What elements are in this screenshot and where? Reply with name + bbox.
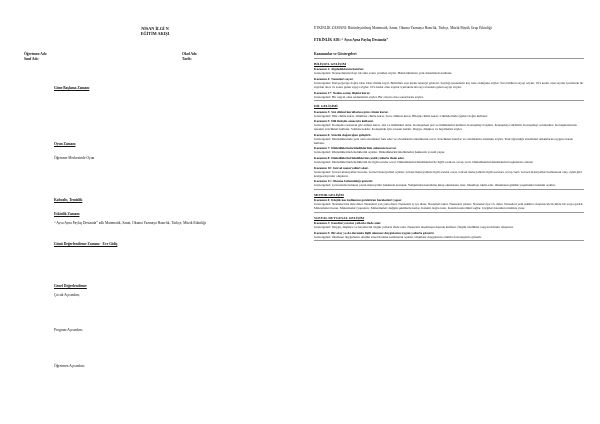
outcome-title: Kazanım 5: Dili iletişim amacıyla kullanır. [314,119,374,124]
outcome-title: Kazanım 7: Dinlediklerinin/izlediklerinin anlamını kavrar. [314,146,397,151]
outcome-item [314,91,584,99]
domain-block [314,193,584,213]
outcome-item [314,198,584,210]
doc-title-line1: NİSAN İLGİ N [141,26,169,31]
divider [314,189,584,190]
outcome-indicators: Göstergeleri: Düz cümle kurar. Olumsuz cümle kurar. Soru cümlesi kurar. Bileşik cümle kurar. Cümlelerinde öğeleri doğru kullanır. [314,113,488,118]
right-column [314,26,584,418]
outcomes-header-label: Kazanımlar ve Göstergeleri [314,52,357,57]
teacher-name-label: Öğretmen Adı: [24,52,47,56]
domain-title: DİL GELİŞİMİ [314,103,338,108]
doc-title-line2: EĞİTİM AKIŞI [140,31,170,36]
outcome-indicators: Göstergeleri: Dinlediklerini/izlediklerini ile ilgili sorular sorar. Dinlediklerini/izlediklerini ile ilgili sorulara cevap verir. Dinlediklerini/izlediklerini başkalarına anlatır. [314,159,534,164]
divider [314,240,584,241]
outcome-title: Kazanım 4: Nesneleri sayar. [314,76,354,81]
outcome-indicators: Göstergeleri: Bir olayın olası nedenlerini söyler. Bir olayın olası sonuçlarını söyler. [314,94,424,99]
domain-block [314,104,584,190]
date-label: Tarih: [182,57,192,61]
outcome-indicators: Göstergeleri: Konuşma sırasında göz teması kurar. Jest ve mimikleri anlar. Konuşurken jest ve mimiklerini kullanır. Konuşmayı başlatır. Konuşmayı sürdürür. Konuşmayı sonlandırır. Konuşmalarında nezaket sözcükleri kullanır. Sohbete katılır. Konuşmak için sırasını bekler. Duygu, düşünce ve hayallerini söyler. [314,123,577,132]
domain-title: MOTOR GELİŞİM [314,192,344,197]
activity-name: ETKİNLİK ADI: “ Aysu Ayna Paylaş Destanda” [314,38,389,43]
outcome-item [314,179,584,187]
outcome-indicators: Göstergeleri: Nesne/durum/olayı bir süre sonra yeniden söyler. Hatırladıklarını yeni durumlarda kullanır. [314,71,453,76]
section-daily-eval: Günü Değerlendirme Zamanı - Eve Gidiş [54,242,118,246]
outcome-indicators: Göstergeleri: Dinlediklerini/izlediklerini açıklar. Dinlediklerini/izlediklerini hakkında yorum yapar. [314,150,446,155]
section-activity-desc: “ Aysu Ayna Paylaş Destanda” adlı Matematik, Sanat, Okuma Yazmaya Hazırlık, Türkçe, Müzik Etkinliği [54,221,206,225]
outcome-indicators: Göstergeleri: Duygu, düşünce ve hayallerini özgün yollarla ifade eder. Nesneleri alışılmışın dışında kullanır. Özgün özellikler taşıyan ürünler oluşturur. [314,225,514,230]
outcome-title: Kazanım 3: Kendini yaratıcı yollarla ifade eder. [314,221,382,226]
eval-teacher: Öğretmen Açısından; [54,364,85,368]
outcome-title: Kazanım 4: Küçük kas kullanımı gerektiren hareketleri yapar. [314,198,402,203]
domain-list [314,62,584,241]
section-activity: Etkinlik Zamanı [54,212,80,216]
left-column [24,26,286,418]
divider [314,212,584,213]
outcome-title: Kazanım 5: Bir olay ya da durumla ilgili olumsuz duygularını uygun yollarla gösterir. [314,230,435,235]
section-breakfast: Kahvaltı, Temizlik [54,198,83,202]
outcome-item [314,110,584,118]
eval-program: Program Açısından; [54,328,83,332]
outcome-item [314,67,584,75]
outcome-indicators: Göstergeleri: Görsel materyalleri inceler. Görsel materyalleri açıklar. Görsel materyallerle ilgili sorular sorar. Görsel materyallerle ilgili sorulara cevap verir. Görsel materyalleri kullanarak olay, öykü gibi kompozisyonlar oluşturur. [314,169,582,178]
outcome-item [314,133,584,145]
outcome-item [314,146,584,154]
class-name-label: Sınıf Adı: [24,57,39,61]
domain-block [314,216,584,242]
outcome-indicators: Göstergeleri: İleriye/geriye doğru birer birer ritmik sayar. Belirtilen sayı kadar nesneyi gösterir. Saydığı nesnelerin kaç tane olduğunu söyler. Sıra bildiren sayıyı söyler. 10'a kadar olan sayılar içerisinde bir sayıdan önce ve sonra gelen sayıyı söyler. 10'a kadar olan sayılar içerisinde iki sayı arasında gelen sayıyı söyler. [314,80,584,89]
domain-title: BİLİŞSEL GELİŞİM [314,61,347,66]
meta-block [24,52,286,64]
outcome-title: Kazanım 11: Okuma farkındalığı gösterir. [314,179,374,184]
domain-block [314,62,584,101]
outcome-title: Kazanım 1: Algıladıklarını hatırlar. [314,67,365,72]
outcome-indicators: Göstergeleri: Dinlediklerinde yeni olan sözcükleri fark eder ve sözcüklerin anlamlarını sorar. Sözcükleri hatırlar ve sözcüklerin anlamını söyler. Yeni öğrendiği sözcükleri anlamlarına uygun olarak kullanır. [314,136,573,145]
section-play-sub: Öğrenme Merkezinde Oyun [54,156,95,160]
activity-type-line: ETKİNLİK ZAMANI: Bütünleştirilmiş Matematik, Sanat, Okuma Yazmaya Hazırlık, Türkçe, Müzik Büyük Grup Etkinliği [314,26,492,30]
section-play: Oyun Zamanı [54,142,76,146]
section-general-eval: Genel Değerlendirme [54,284,87,288]
outcome-item [314,221,584,229]
outcome-title: Kazanım 17: Neden-sonuç ilişkisi kurar. [314,90,371,95]
outcome-title: Kazanım 10: Görsel materyalleri okur. [314,165,369,170]
section-arrival: Güne Başlama Zamanı [54,86,90,90]
eval-child: Çocuk Açısından; [54,293,80,297]
divider [314,100,584,101]
outcome-item [314,77,584,89]
outcome-indicators: Göstergeleri: Nesneleri üst üste dizer. Nesneleri yan yana dizer. Nesneleri iç içe dizer. Nesneleri takar. Nesneleri çıkarır. Nesneleri ipe vb. dizer. Nesneleri yeni şekiller oluşturacak biçimde bir araya getirir. Malzemeleri keser. Malzemeleri yapıştırır. Malzemeleri değişik şekillerde katlar. Kalemi doğru tutar. Kalem kontrolünü sağlar. Çizgileri istenilen nitelikte çizer. [314,202,584,211]
outcome-indicators: Göstergeleri: Çevresinde bulunan yazılı materyaller hakkında konuşur. Yetişkinden kendisine kitap okumasını ister. Okumayı taklit eder. Okumanın günlük yaşamdaki önemini açıklar. [314,183,556,188]
outcome-item [314,156,584,164]
outcome-indicators: Göstergeleri: Olumsuz duygularını olumlu sözel ifadeler kullanarak açıklar. Olumsuz duygularını olumlu davranışlarla gösterir. [314,234,483,239]
school-name-label: Okul Adı: [182,52,198,56]
domain-title: SOSYAL DUYGUSAL GELİŞİM [314,215,365,220]
outcome-item [314,166,584,178]
outcome-item [314,231,584,239]
outcomes-header [314,52,584,56]
outcome-item [314,119,584,131]
header-rule [314,58,584,59]
outcome-title: Kazanım 6: Sözcük dağarcığını geliştirir. [314,132,372,137]
outcome-title: Kazanım 3: Söz dizimi kurallarına göre cümle kurar. [314,109,389,114]
outcome-title: Kazanım 8: Dinlediklerini/izlediklerini çeşitli yollarla ifade eder. [314,155,405,160]
